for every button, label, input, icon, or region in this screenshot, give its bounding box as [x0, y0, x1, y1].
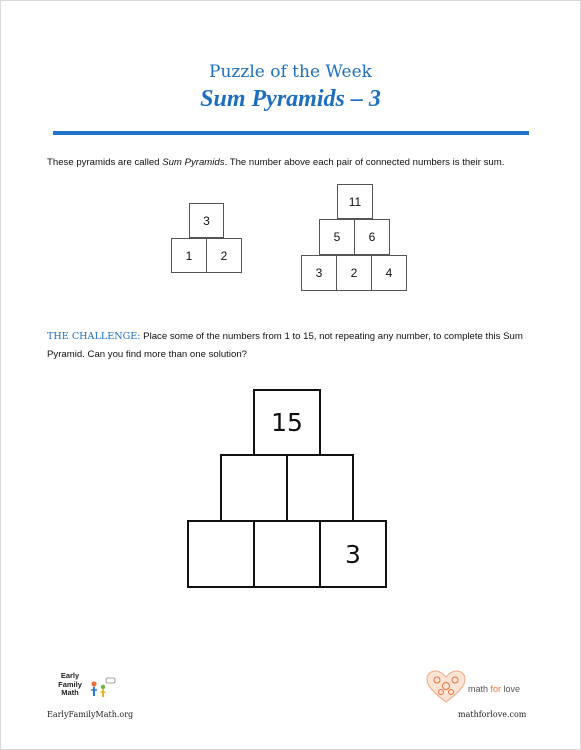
example-large-top-cell: 11 — [337, 184, 373, 219]
example-small-bottom-cell: 2 — [206, 238, 242, 273]
footer-left-url: EarlyFamilyMath.org — [47, 710, 134, 719]
example-small-top-cell: 3 — [189, 203, 224, 238]
example-large-bottom-cell: 2 — [336, 255, 372, 291]
page-subtitle: Puzzle of the Week — [209, 62, 372, 82]
math-for-love-brand — [468, 684, 520, 694]
puzzle-top-cell: 15 — [253, 389, 321, 456]
puzzle-bottom-cell: 3 — [319, 520, 387, 588]
example-small-bottom-cell: 1 — [171, 238, 207, 273]
brand-prefix: math — [468, 684, 491, 694]
family-figures-icon — [86, 676, 116, 704]
intro-before: These pyramids are called — [47, 157, 163, 168]
brand-suffix: love — [501, 684, 521, 694]
intro-after: . The number above each pair of connected numbers is their sum. — [224, 157, 505, 168]
early-family-math-logo — [50, 672, 120, 708]
heart-numbers-icon — [425, 669, 467, 705]
puzzle-bottom-cell[interactable] — [187, 520, 255, 588]
early-family-math-logo-text: Early Family Math — [58, 671, 82, 697]
example-large-middle-cell: 6 — [354, 219, 390, 255]
brand-accent: for — [490, 684, 502, 694]
challenge-body: Place some of the numbers from 1 to 15, not repeating any number, to complete this Sum Pyramid. Can you find more than one solution? — [47, 331, 523, 360]
puzzle-middle-cell[interactable] — [220, 454, 288, 522]
challenge-lead: THE CHALLENGE: — [47, 331, 141, 342]
puzzle-middle-cell[interactable] — [286, 454, 354, 522]
example-large-bottom-cell: 4 — [371, 255, 407, 291]
puzzle-bottom-cell[interactable] — [253, 520, 321, 588]
page-title: Sum Pyramids – 3 — [200, 86, 381, 112]
title-divider — [53, 131, 529, 135]
example-large-bottom-cell: 3 — [301, 255, 337, 291]
intro-emphasis: Sum Pyramids — [162, 157, 225, 168]
challenge-text — [47, 328, 547, 364]
intro-text — [47, 157, 547, 168]
example-large-middle-cell: 5 — [319, 219, 355, 255]
footer-right-url: mathforlove.com — [458, 710, 527, 719]
